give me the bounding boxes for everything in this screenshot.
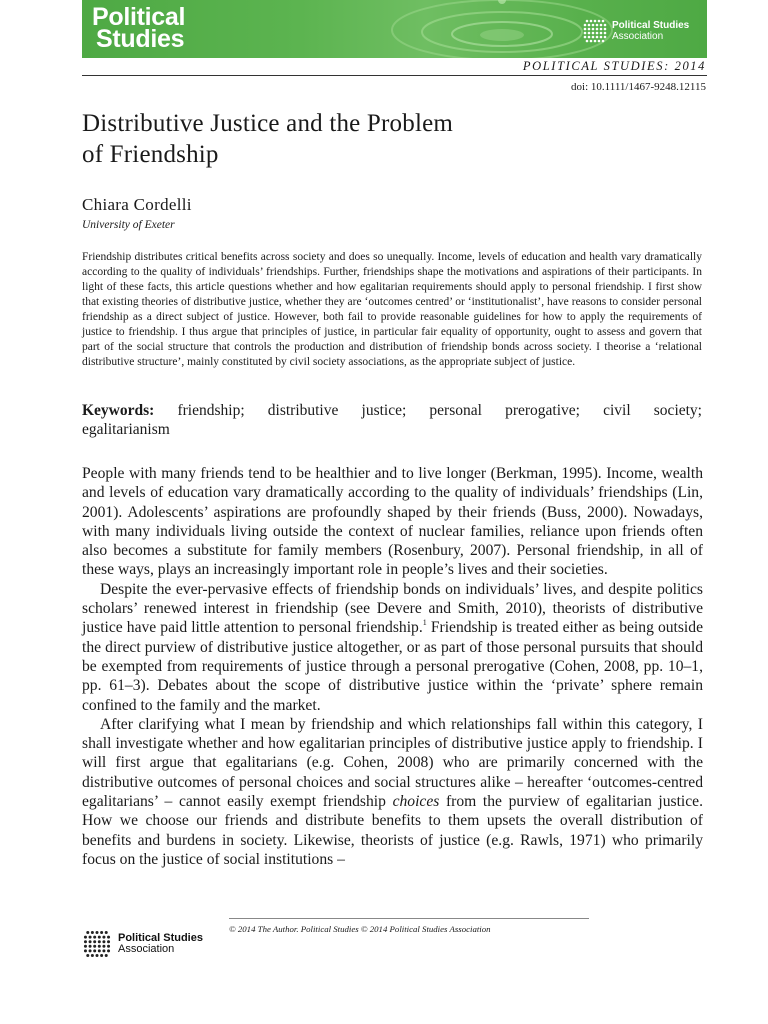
body-paragraph-3-emphasis: choices — [392, 793, 440, 811]
article-title-line2: of Friendship — [82, 141, 219, 168]
journal-wordmark-line2: Studies — [96, 25, 185, 53]
journal-banner — [82, 0, 707, 58]
psa-banner-line2: Association — [612, 31, 664, 42]
article-title-line1: Distributive Justice and the Problem — [82, 110, 454, 137]
body-paragraph-3-part-b: from the purview of egalitarian justice. How we choose our friends and distribute benefits to them upsets the overall distribution of benefits and burdens in society. Likewise, theorists of justice (e.g. Rawls, 1971) who primarily focus on the justice of social institutions – — [82, 793, 703, 868]
header-rule — [82, 75, 707, 76]
keywords-label: Keywords: — [82, 402, 155, 419]
abstract: Friendship distributes critical benefits across society and does so unequally. Income, levels of education and health vary dramatically according to the quality of individuals’ friendships. Further, friendships shape the motivations and aspirations of their participants. In light of these facts, this article questions whether and how egalitarian requirements should apply to personal friendship. I first show that existing theories of distributive justice, whether they are ‘outcomes centred’ or ‘institutionalist’, have reasons to consider personal friendship as a direct subject of justice. However, both fail to provide reasonable guidelines for how to apply the requirements of justice to friendship. I thus argue that principles of justice, in particular fair equality of opportunity, ought to assess and govern that part of the social structure that controls the production and distribution of friendship bonds across society. I theorise a ‘relational distributive structure’, mainly constituted by civil society associations, as the appropriate subject of justice. — [82, 251, 702, 368]
journal-wordmark — [92, 3, 186, 53]
psa-footer-line2: Association — [118, 943, 175, 955]
journal-wordmark-line1: Political — [92, 3, 186, 31]
footer-rule — [229, 918, 589, 919]
keywords-list: friendship; distributive justice; personal prerogative; civil society; egalitarianism — [82, 402, 702, 438]
psa-footer-line1: Political Studies — [118, 932, 203, 944]
body-paragraph-2-part-a: Despite the ever-pervasive effects of friendship bonds on individuals’ lives, and despite politics scholars’ renewed interest in friendship (see Devere and Smith, 2010), theorists of distributive justice have paid little attention to personal friendship. — [82, 580, 703, 637]
body-paragraph-1: People with many friends tend to be healthier and to live longer (Berkman, 1995). Income, wealth and levels of education vary dramatically according to the quality of individuals’ friendships (Lin, 2001). Adolescents’ aspirations are profoundly shaped by their friends (Buss, 2000). Nowadays, with many individuals living outside the context of nuclear families, reliance upon friends often also becomes a substitute for family members (Rosenbury, 2007). Personal friendship, in all of these ways, plays an increasingly important role in people’s lives and their societies. — [82, 465, 703, 579]
author-name: Chiara Cordelli — [82, 195, 192, 214]
psa-dots-icon — [582, 18, 608, 44]
article-body — [82, 464, 703, 869]
article-title — [82, 108, 642, 170]
body-paragraph-2 — [82, 580, 703, 715]
psa-banner-logo — [582, 18, 689, 44]
journal-issue-line: POLITICAL STUDIES: 2014 — [522, 59, 706, 73]
keywords — [82, 401, 702, 439]
author-affiliation: University of Exeter — [82, 219, 175, 231]
body-paragraph-2-part-b: Friendship is treated either as being outside the direct purview of distributive justice altogether, or as part of those personal pursuits that should be exempted from requirements of justice through a personal prerogative (Cohen, 2008, pp. 10–1, pp. 61–3). Debates about the scope of distributive justice within the ‘private’ sphere remain confined to the family and the market. — [82, 619, 703, 714]
body-paragraph-3-part-a: After clarifying what I mean by friendship and which relationships fall within this category, I shall investigate whether and how egalitarian principles of distributive justice apply to friendship. I will first argue that egalitarians (e.g. Cohen, 2008) who are primarily concerned with the distributive outcomes of personal choices and social structures alike – hereafter ‘outcomes-centred egalitarians’ – cannot easily exempt friendship — [82, 715, 703, 811]
psa-footer-logo — [82, 929, 203, 959]
body-paragraph-3 — [82, 715, 703, 869]
doi: doi: 10.1111/1467-9248.12115 — [571, 81, 706, 93]
footnote-marker[interactable]: 1 — [422, 618, 427, 628]
psa-dots-icon — [82, 929, 112, 959]
copyright-notice: © 2014 The Author. Political Studies © 2014 Political Studies Association — [229, 924, 491, 934]
psa-banner-line1: Political Studies — [612, 20, 690, 31]
